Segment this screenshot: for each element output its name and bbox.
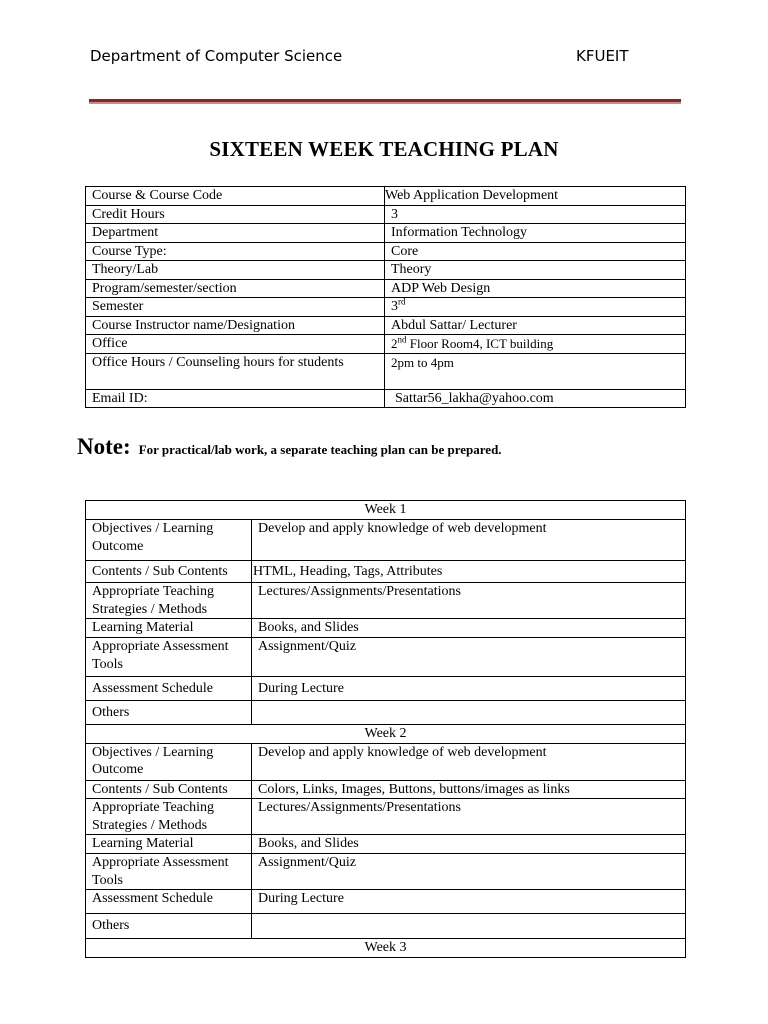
week-header-row (86, 501, 686, 520)
info-row (86, 353, 686, 389)
info-label: Semester (86, 298, 385, 317)
page-title: SIXTEEN WEEK TEACHING PLAN (209, 137, 559, 161)
row-label: Assessment Schedule (86, 890, 252, 914)
row-value (252, 701, 686, 725)
header-department: Department of Computer Science (90, 47, 343, 65)
row-value: During Lecture (252, 890, 686, 914)
row-label: Objectives / Learning Outcome (86, 520, 252, 561)
info-row (86, 261, 686, 280)
row-label: Appropriate Teaching Strategies / Methods (86, 799, 252, 835)
info-label: Office Hours / Counseling hours for students (86, 353, 385, 389)
info-value: Information Technology (385, 224, 686, 243)
info-label: Course Type: (86, 242, 385, 261)
row-value: Assignment/Quiz (252, 638, 686, 677)
row-value: Lectures/Assignments/Presentations (252, 583, 686, 619)
info-row (86, 298, 686, 317)
info-value: Abdul Sattar/ Lecturer (385, 316, 686, 335)
info-label: Credit Hours (86, 205, 385, 224)
info-value: 2pm to 4pm (385, 353, 686, 389)
info-row (86, 187, 686, 206)
info-row (86, 224, 686, 243)
info-value: Theory (385, 261, 686, 280)
table-row (86, 780, 686, 799)
table-row (86, 520, 686, 561)
info-row (86, 389, 686, 408)
row-label: Appropriate Teaching Strategies / Methods (86, 583, 252, 619)
info-label: Course & Course Code (86, 187, 385, 206)
header-rule-shadow (89, 102, 681, 104)
info-label: Course Instructor name/Designation (86, 316, 385, 335)
info-label: Theory/Lab (86, 261, 385, 280)
week-title: Week 2 (86, 725, 686, 744)
course-info-table (85, 186, 686, 408)
semester-suffix: rd (398, 296, 406, 307)
table-row (86, 619, 686, 638)
row-label: Others (86, 914, 252, 939)
row-label: Contents / Sub Contents (86, 561, 252, 583)
info-label: Email ID: (86, 389, 385, 408)
row-label: Objectives / Learning Outcome (86, 743, 252, 780)
row-label: Others (86, 701, 252, 725)
table-row (86, 638, 686, 677)
table-row (86, 561, 686, 583)
weekly-plan-table (85, 500, 686, 958)
info-value (385, 298, 686, 317)
row-value: During Lecture (252, 677, 686, 701)
row-value: HTML, Heading, Tags, Attributes (252, 561, 686, 583)
row-label: Assessment Schedule (86, 677, 252, 701)
info-value: Web Application Development (385, 187, 686, 206)
info-row (86, 242, 686, 261)
table-row (86, 854, 686, 890)
table-row (86, 583, 686, 619)
info-label: Office (86, 335, 385, 354)
note-heading: Note: (77, 434, 131, 459)
week-header-row (86, 725, 686, 744)
week-title: Week 1 (86, 501, 686, 520)
row-label: Appropriate Assessment Tools (86, 638, 252, 677)
row-value: Develop and apply knowledge of web development (252, 743, 686, 780)
row-value: Colors, Links, Images, Buttons, buttons/images as links (252, 780, 686, 799)
info-row (86, 205, 686, 224)
info-row (86, 316, 686, 335)
info-value: 3 (385, 205, 686, 224)
info-value: Sattar56_lakha@yahoo.com (385, 389, 686, 408)
table-row (86, 701, 686, 725)
office-floor: 2 (391, 336, 398, 351)
row-label: Appropriate Assessment Tools (86, 854, 252, 890)
row-value: Assignment/Quiz (252, 854, 686, 890)
note-text: For practical/lab work, a separate teaching plan can be prepared. (138, 442, 502, 457)
note (77, 434, 502, 460)
week-title: Week 3 (86, 939, 686, 958)
info-row (86, 335, 686, 354)
info-label: Program/semester/section (86, 279, 385, 298)
row-value (252, 914, 686, 939)
table-row (86, 835, 686, 854)
week-header-row (86, 939, 686, 958)
info-label: Department (86, 224, 385, 243)
table-row (86, 914, 686, 939)
info-value: Core (385, 242, 686, 261)
office-floor-suffix: nd (397, 334, 407, 345)
semester-number: 3 (391, 299, 398, 314)
table-row (86, 677, 686, 701)
info-row (86, 279, 686, 298)
row-label: Contents / Sub Contents (86, 780, 252, 799)
table-row (86, 799, 686, 835)
row-value: Books, and Slides (252, 835, 686, 854)
table-row (86, 890, 686, 914)
info-value: ADP Web Design (385, 279, 686, 298)
row-label: Learning Material (86, 619, 252, 638)
info-value (385, 335, 686, 354)
table-row (86, 743, 686, 780)
row-value: Develop and apply knowledge of web development (252, 520, 686, 561)
office-location: Floor Room4, ICT building (406, 336, 554, 351)
row-value: Books, and Slides (252, 619, 686, 638)
row-label: Learning Material (86, 835, 252, 854)
row-value: Lectures/Assignments/Presentations (252, 799, 686, 835)
header-institution: KFUEIT (576, 47, 629, 65)
